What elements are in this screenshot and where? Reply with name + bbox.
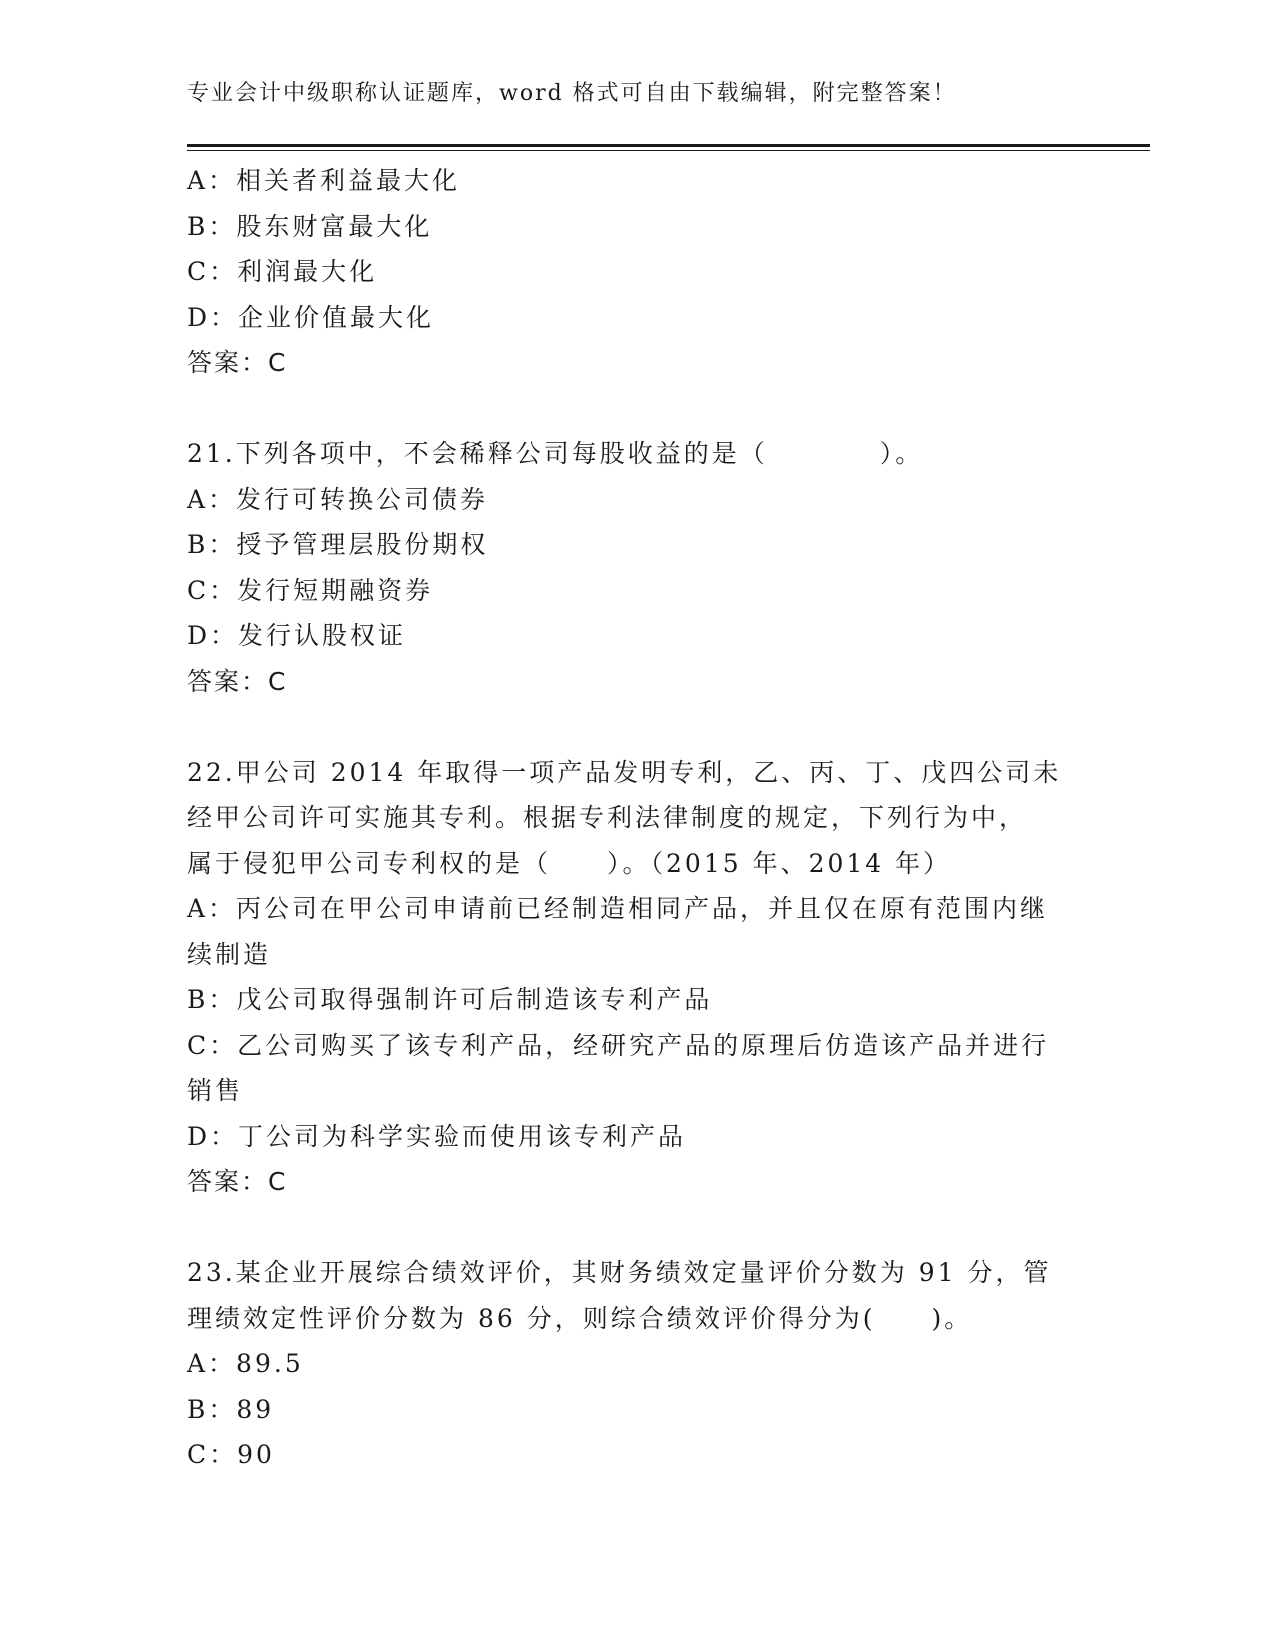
question-stem: 理绩效定性评价分数为 86 分，则综合绩效评价得分为( )。 (187, 1303, 973, 1333)
option-a: A：89.5 (187, 1349, 304, 1378)
option-c: C：90 (187, 1440, 275, 1469)
option-b: B：授予管理层股份期权 (187, 530, 489, 559)
option-a: A：发行可转换公司债券 (187, 484, 489, 514)
option-c: C：发行短期融资券 (187, 575, 434, 605)
spacer (187, 1205, 1087, 1251)
question-stem: 22.甲公司 2014 年取得一项产品发明专利，乙、丙、丁、戊四公司未 (187, 757, 1062, 787)
option-c-continued: 销售 (187, 1076, 244, 1105)
spacer (187, 704, 1087, 750)
answer: 答案：C (187, 1167, 288, 1196)
option-a: A：相关者利益最大化 (187, 166, 461, 195)
question-content (187, 158, 1087, 1478)
option-d: D：丁公司为科学实验而使用该专利产品 (187, 1121, 687, 1151)
option-b: B：戊公司取得强制许可后制造该专利产品 (187, 985, 713, 1014)
option-b: B：89 (187, 1394, 275, 1424)
option-d: D：企业价值最大化 (187, 302, 435, 332)
header-divider-thin (187, 150, 1150, 151)
option-c: C：利润最大化 (187, 257, 378, 286)
question-stem: 经甲公司许可实施其专利。根据专利法律制度的规定，下列行为中， (187, 803, 1028, 832)
question-stem: 属于侵犯甲公司专利权的是（ ）。（2015 年、2014 年） (187, 848, 952, 878)
option-c: C：乙公司购买了该专利产品，经研究产品的原理后仿造该产品并进行 (187, 1030, 1050, 1060)
option-b: B：股东财富最大化 (187, 211, 433, 241)
question-stem: 21.下列各项中，不会稀释公司每股收益的是（ ）。 (187, 439, 924, 468)
answer: 答案：C (187, 348, 288, 377)
header-divider (187, 144, 1150, 147)
question-23 (187, 1250, 1087, 1478)
question-stem: 23.某企业开展综合绩效评价，其财务绩效定量评价分数为 91 分，管 (187, 1258, 1052, 1287)
question-22 (187, 750, 1087, 1205)
spacer (187, 386, 1087, 432)
answer: 答案：C (187, 666, 288, 696)
question-20 (187, 158, 1087, 386)
question-21 (187, 431, 1087, 704)
option-d: D：发行认股权证 (187, 621, 407, 650)
option-a: A：丙公司在甲公司申请前已经制造相同产品，并且仅在原有范围内继 (187, 894, 1049, 923)
option-a-continued: 续制造 (187, 939, 272, 969)
page-header: 专业会计中级职称认证题库，word 格式可自由下载编辑，附完整答案！ (187, 81, 957, 106)
